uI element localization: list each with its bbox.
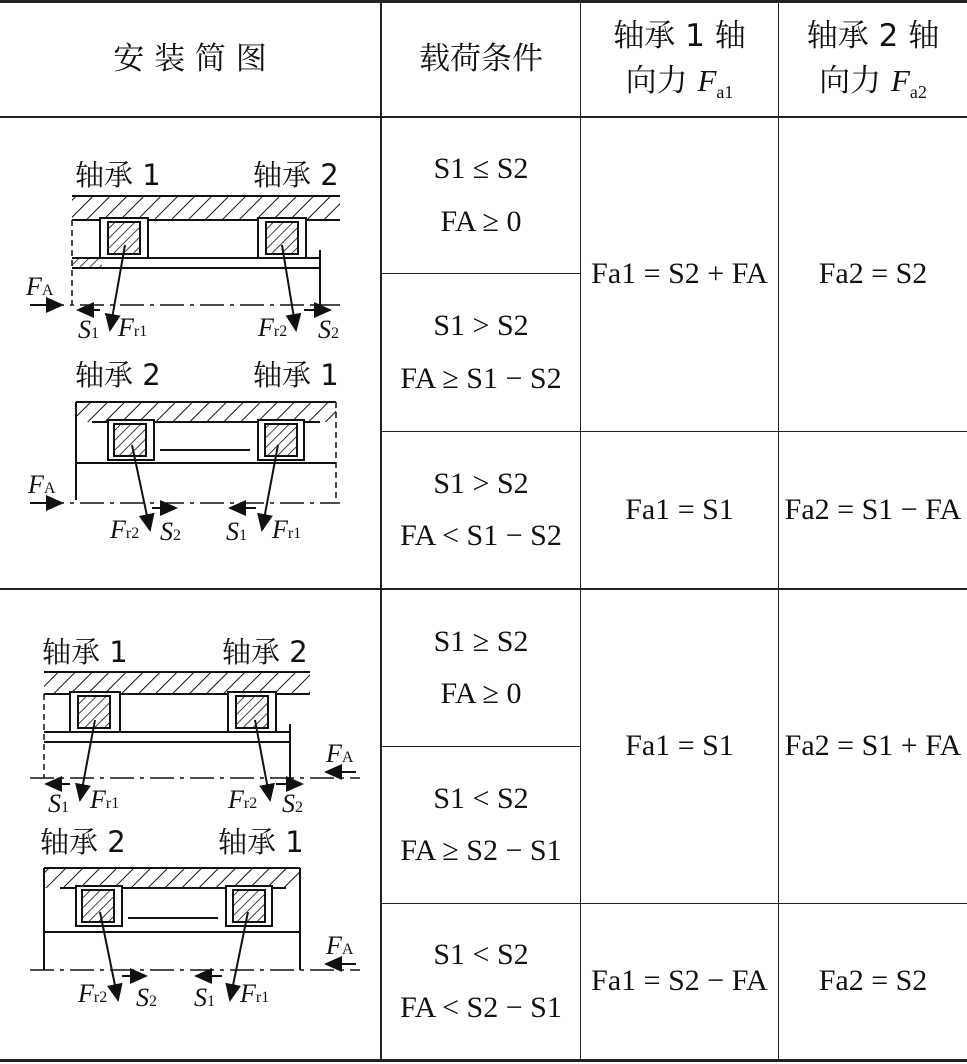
label-S2: S2	[136, 983, 157, 1012]
header-bearing1-line2: 向力 $F_{a1}$	[625, 62, 734, 103]
result-fa2: Fa2 = S2	[818, 257, 928, 291]
label-FA: FA	[326, 739, 354, 768]
condition-line: FA < S1 − S2	[400, 519, 562, 552]
diagram-b	[27, 358, 340, 546]
label-FA: FA	[28, 470, 56, 499]
installation-diagrams	[0, 0, 380, 1062]
label-Fr2: Fr2	[258, 313, 288, 342]
header-bearing1-axial-force	[581, 3, 778, 116]
condition-cell	[382, 747, 580, 903]
label-Fr1: Fr1	[118, 313, 148, 342]
condition-cell	[382, 590, 580, 746]
label-Fr2: Fr2	[228, 785, 258, 814]
condition-cell	[382, 274, 580, 431]
condition-line: FA ≥ 0	[440, 204, 522, 238]
result-fa1: Fa1 = S2 + FA	[591, 257, 768, 291]
header-install-diagram-text: 安 装 简 图	[113, 41, 267, 78]
label-Fr1: Fr1	[90, 785, 120, 814]
result-fa2: Fa2 = S2	[818, 964, 928, 998]
result-fa1: Fa1 = S2 − FA	[591, 964, 768, 998]
condition-line: FA ≥ S2 − S1	[400, 834, 562, 867]
condition-cell	[382, 118, 580, 273]
result-fa2: Fa2 = S1 − FA	[784, 492, 962, 526]
diagram-label-bearing2: 轴承 2	[75, 358, 161, 392]
diagram-label-bearing1: 轴承 1	[253, 358, 339, 392]
condition-line: S1 ≥ S2	[433, 624, 529, 658]
result-fa2-cell	[779, 118, 967, 431]
header-load-condition	[382, 3, 580, 116]
result-fa2: Fa2 = S1 + FA	[784, 729, 962, 763]
header-bearing2-line2: 向力 $F_{a2}$	[819, 62, 927, 103]
condition-line: FA < S2 − S1	[400, 990, 562, 1024]
label-S1: S1	[48, 789, 69, 818]
result-fa1-cell	[581, 590, 778, 903]
result-fa1: Fa1 = S1	[625, 492, 734, 526]
label-S1: S1	[78, 315, 99, 344]
header-bearing1-line1: 轴承 1 轴	[613, 17, 746, 54]
result-fa1: Fa1 = S1	[625, 729, 734, 763]
label-Fr2: Fr2	[78, 979, 108, 1008]
label-S1: S1	[194, 983, 215, 1012]
header-bearing2-line1: 轴承 2 轴	[806, 17, 940, 54]
condition-line: S1 < S2	[433, 781, 529, 815]
diagram-c	[30, 635, 360, 818]
header-bearing2-axial-force	[779, 3, 967, 116]
label-S2: S2	[318, 315, 339, 344]
condition-line: S1 ≤ S2	[433, 152, 529, 185]
header-load-condition-text: 载荷条件	[419, 41, 543, 78]
label-S2: S2	[160, 517, 181, 546]
condition-line: S1 > S2	[433, 466, 529, 500]
label-S1: S1	[226, 517, 247, 546]
label-S2: S2	[282, 789, 303, 818]
condition-cell	[382, 904, 580, 1059]
condition-line: S1 < S2	[433, 938, 529, 971]
result-fa2-cell	[779, 590, 967, 903]
result-fa2-cell	[779, 904, 967, 1059]
result-fa1-cell	[581, 118, 778, 431]
diagram-label-bearing1: 轴承 1	[218, 825, 304, 859]
label-FA: FA	[326, 931, 354, 960]
diagram-d	[30, 825, 360, 1012]
diagram-label-bearing2: 轴承 2	[40, 825, 126, 859]
diagram-label-bearing2: 轴承 2	[222, 635, 308, 669]
condition-line: FA ≥ S1 − S2	[400, 361, 562, 395]
label-Fr1: Fr1	[240, 979, 270, 1008]
condition-line: FA ≥ 0	[440, 677, 522, 710]
diagram-label-bearing2: 轴承 2	[253, 158, 339, 192]
result-fa1-cell	[581, 904, 778, 1059]
result-fa1-cell	[581, 432, 778, 588]
diagram-a	[25, 158, 340, 344]
label-Fr2: Fr2	[110, 515, 140, 544]
label-Fr1: Fr1	[272, 515, 302, 544]
label-FA: FA	[26, 272, 54, 301]
condition-line: S1 > S2	[433, 309, 529, 342]
diagram-label-bearing1: 轴承 1	[42, 635, 128, 669]
diagram-label-bearing1: 轴承 1	[75, 158, 161, 192]
result-fa2-cell	[779, 432, 967, 588]
condition-cell	[382, 432, 580, 588]
